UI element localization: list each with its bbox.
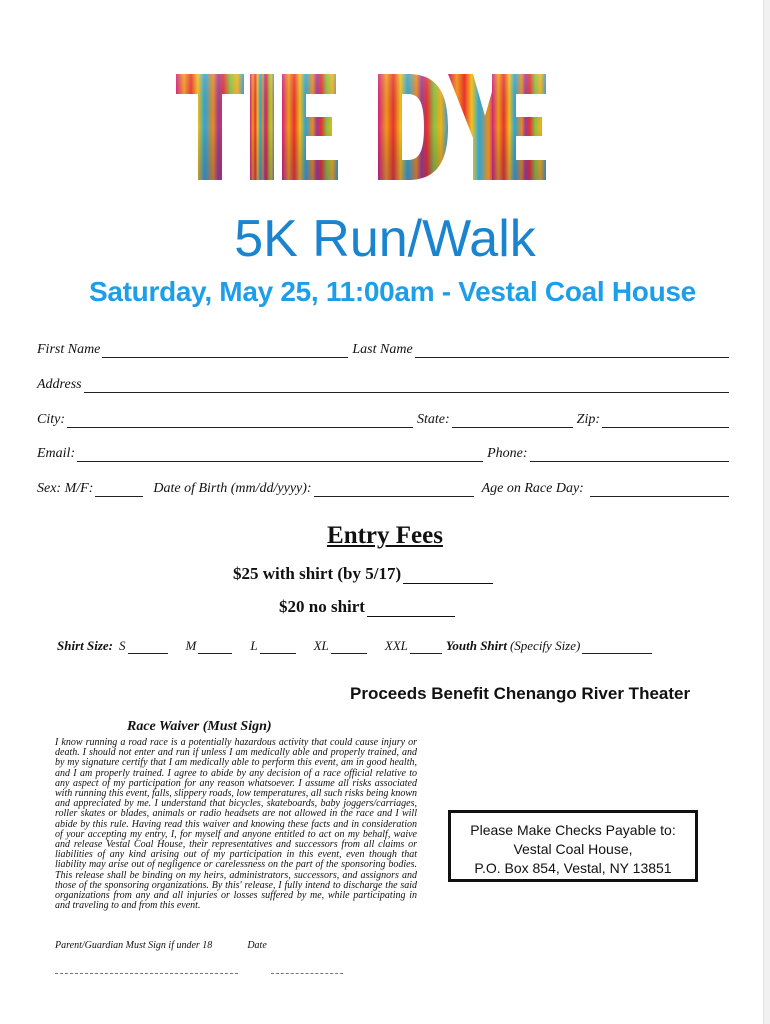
city-field[interactable] [67, 413, 413, 428]
fee-no-shirt-field[interactable] [367, 601, 455, 617]
date-label: Date [247, 940, 267, 951]
event-title: 5K Run/Walk [234, 210, 536, 268]
sex-field[interactable] [95, 482, 143, 497]
checks-line-3: P.O. Box 854, Vestal, NY 13851 [474, 860, 672, 876]
phone-label: Phone: [487, 446, 528, 461]
size-xxl-field[interactable] [410, 641, 442, 654]
size-l-field[interactable] [260, 641, 296, 654]
sex-label: Sex: M/F: [37, 481, 94, 496]
waiver-title: Race Waiver (Must Sign) [127, 719, 272, 734]
youth-shirt-field[interactable] [582, 641, 652, 654]
first-name-label: First Name [37, 342, 101, 357]
shirt-size-label: Shirt Size: [57, 638, 113, 653]
email-field[interactable] [77, 447, 483, 462]
age-label: Age on Race Day: [481, 481, 584, 496]
size-xl-label: XL [313, 638, 329, 653]
contact-row [37, 442, 729, 462]
size-m-label: M [185, 638, 197, 653]
zip-label: Zip: [576, 412, 600, 427]
address-row [37, 373, 729, 393]
size-m-field[interactable] [198, 641, 232, 654]
shirt-size-row [57, 638, 697, 654]
address-label: Address [37, 377, 82, 392]
checks-line-1: Please Make Checks Payable to: [470, 822, 676, 838]
checks-payable-box [448, 810, 698, 882]
signature-labels [55, 940, 267, 951]
fee-no-shirt [279, 597, 455, 617]
youth-shirt-label: Youth Shirt [445, 638, 507, 653]
last-name-field[interactable] [415, 343, 729, 358]
age-field[interactable] [590, 482, 729, 497]
state-field[interactable] [452, 413, 573, 428]
waiver-text: I know running a road race is a potentially hazardous activity that could cause injury or death. I should not enter and run if unless I am medically able and properly trained, and by my signature certify that I am medically able to perform this event, am in good health, and I am properly trained. I agree to abide by any decision of a race official relative to any aspect of my participation for any reason whatsoever. I assume all risks associated with running this event, falls, slippery roads, low temperatures, all such risks being known and appreciated by me. I understand that bicycles, skateboards, baby joggers/carriages, roller skates or blades, animals or radio headsets are not allowed in the race and I will abide by this rule. Having read this waiver and knowing these facts and in consideration of your accepting my entry, I, for myself and anyone entitled to act on my behalf, waive and release Vestal Coal House, their representatives and successors from all claims or liabilities of any kind arising out of my participation in this event, even though that liability may arise out of negligence or carelessness on the part of the sponsoring bodies. This release shall be binding on my heirs, administrators, successors, and assignors and those of the sponsoring organizations. By this' release, I fully intend to discharge the said organizations from any and all injuries or losses suffered by me, while participating in and traveling to and from this event. [55, 737, 417, 912]
checks-line-2: Vestal Coal House, [513, 841, 633, 857]
page-edge [763, 0, 770, 1024]
event-subtitle: Saturday, May 25, 11:00am - Vestal Coal House [89, 276, 696, 307]
phone-field[interactable] [530, 447, 729, 462]
tie-dye-logo [176, 72, 546, 184]
size-xxl-label: XXL [384, 638, 408, 653]
proceeds-note: Proceeds Benefit Chenango River Theater [350, 684, 691, 703]
name-row [37, 338, 729, 358]
email-label: Email: [37, 446, 76, 461]
first-name-field[interactable] [102, 343, 348, 358]
entry-fees-heading: Entry Fees [327, 522, 443, 549]
last-name-label: Last Name [352, 342, 413, 357]
parent-signature-field[interactable] [55, 973, 238, 974]
size-xl-field[interactable] [331, 641, 367, 654]
personal-row [37, 477, 729, 497]
tie-dye-logo-graphic [176, 72, 546, 184]
signature-date-field[interactable] [271, 973, 343, 974]
size-s-label: S [119, 638, 126, 653]
size-l-label: L [250, 638, 258, 653]
youth-shirt-note: (Specify Size) [509, 638, 581, 653]
state-label: State: [417, 412, 450, 427]
parent-sign-label: Parent/Guardian Must Sign if under 18 [55, 940, 213, 951]
address-field[interactable] [84, 378, 729, 393]
zip-field[interactable] [602, 413, 729, 428]
dob-field[interactable] [314, 482, 474, 497]
fee-with-shirt [233, 564, 493, 584]
dob-label: Date of Birth (mm/dd/yyyy): [153, 481, 312, 496]
size-s-field[interactable] [128, 641, 168, 654]
city-label: City: [37, 412, 65, 427]
city-row [37, 408, 729, 428]
fee-with-shirt-label: $25 with shirt (by 5/17) [233, 564, 402, 583]
fee-no-shirt-label: $20 no shirt [279, 597, 365, 616]
fee-with-shirt-field[interactable] [403, 568, 493, 584]
